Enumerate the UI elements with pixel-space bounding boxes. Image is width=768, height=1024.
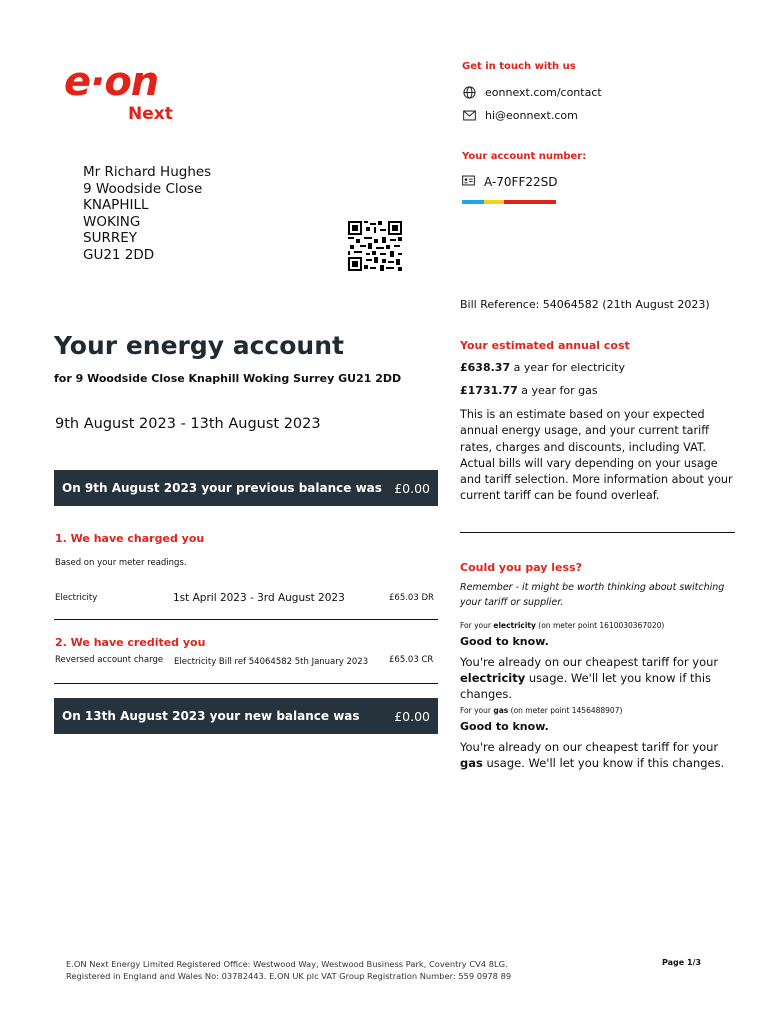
electricity-estimate xyxy=(460,361,625,374)
id-card-icon xyxy=(462,175,475,189)
gas-estimate-text: a year for gas xyxy=(521,384,598,397)
gas-estimate-amount: £1731.77 xyxy=(460,384,518,397)
new-balance-amount: £0.00 xyxy=(394,708,430,724)
footer-line-1: E.ON Next Energy Limited Registered Office: Westwood Way, Westwood Business Park, Coventry CV4 8LG. xyxy=(66,959,508,969)
credited-heading: 2. We have credited you xyxy=(55,636,206,649)
qr-code xyxy=(348,221,402,271)
credit-amount: £65.03 CR xyxy=(389,655,434,665)
account-color-bar xyxy=(462,200,556,204)
contact-email-link[interactable]: hi@eonnext.com xyxy=(485,108,578,122)
gas-tariff-message: You're already on our cheapest tariff for your gas usage. We'll let you know if this changes. xyxy=(460,740,725,771)
previous-balance-amount: £0.00 xyxy=(394,480,430,496)
previous-balance-label: On 9th August 2023 your previous balance was xyxy=(62,481,382,495)
address-postcode: GU21 2DD xyxy=(83,246,155,263)
eon-next-logo-sub: Next xyxy=(128,104,173,124)
address-line-4: SURREY xyxy=(83,230,137,246)
electricity-good-to-know: Good to know. xyxy=(460,635,549,648)
credit-item: Reversed account charge xyxy=(55,655,164,665)
contact-email-row xyxy=(462,108,578,122)
page-title: Your energy account xyxy=(54,331,344,360)
electricity-tariff-message: You're already on our cheapest tariff for your electricity usage. We'll let you know if this changes. xyxy=(460,655,719,702)
electricity-estimate-text: a year for electricity xyxy=(513,361,625,374)
eon-logo: e·on xyxy=(64,59,159,105)
billing-period: 9th August 2023 - 13th August 2023 xyxy=(55,416,321,432)
electricity-estimate-amount: £638.37 xyxy=(460,361,511,374)
pay-less-heading: Could you pay less? xyxy=(460,561,582,574)
previous-balance-bar xyxy=(54,470,438,506)
envelope-icon xyxy=(462,108,476,122)
contact-heading: Get in touch with us xyxy=(462,61,576,72)
new-balance-label: On 13th August 2023 your new balance was xyxy=(62,709,360,723)
electricity-meter-point: For your electricity (on meter point 1610030367020) xyxy=(460,621,665,630)
estimate-heading: Your estimated annual cost xyxy=(460,339,630,352)
globe-icon xyxy=(462,85,476,99)
credit-description: Electricity Bill ref 54064582 5th January 2023 xyxy=(174,657,369,667)
gas-good-to-know: Good to know. xyxy=(460,720,549,733)
address-line-3: WOKING xyxy=(83,213,141,230)
new-balance-bar xyxy=(54,698,438,734)
divider xyxy=(54,619,438,620)
address-line-2: KNAPHILL xyxy=(83,197,149,213)
charged-note: Based on your meter readings. xyxy=(55,558,187,568)
gas-meter-point: For your gas (on meter point 1456488907) xyxy=(460,706,623,715)
bill-reference: Bill Reference: 54064582 (21th August 2023) xyxy=(460,298,710,311)
account-number-heading: Your account number: xyxy=(462,151,587,162)
page-number: Page 1/3 xyxy=(662,958,702,967)
divider xyxy=(54,683,438,684)
footer-legal xyxy=(66,958,511,982)
account-number-row xyxy=(462,175,557,189)
contact-website-link[interactable]: eonnext.com/contact xyxy=(485,85,602,99)
footer-line-2: Registered in England and Wales No: 03782443. E.ON UK plc VAT Group Registration Number: 559 0978 89 xyxy=(66,971,512,981)
recipient-address xyxy=(83,164,211,263)
gas-estimate xyxy=(460,384,598,397)
contact-website-row xyxy=(462,85,602,99)
charge-period: 1st April 2023 - 3rd August 2023 xyxy=(173,592,345,604)
account-address-subtitle: for 9 Woodside Close Knaphill Woking Surrey GU21 2DD xyxy=(54,372,402,385)
estimate-explanation: This is an estimate based on your expected annual energy usage, and your current tariff rates, charges and discounts, including VAT. Actual bills will vary depending on your usage and tariff selection. More information about your current tariff can be found overleaf. xyxy=(460,408,733,503)
charge-amount: £65.03 DR xyxy=(389,593,434,603)
account-number: A-70FF22SD xyxy=(484,175,558,189)
divider xyxy=(460,532,735,533)
charged-heading: 1. We have charged you xyxy=(55,532,205,545)
recipient-name: Mr Richard Hughes xyxy=(83,164,212,180)
charge-item: Electricity xyxy=(55,593,98,603)
address-line-1: 9 Woodside Close xyxy=(83,180,203,197)
switch-reminder: Remember - it might be worth thinking about switching your tariff or supplier. xyxy=(460,582,725,608)
